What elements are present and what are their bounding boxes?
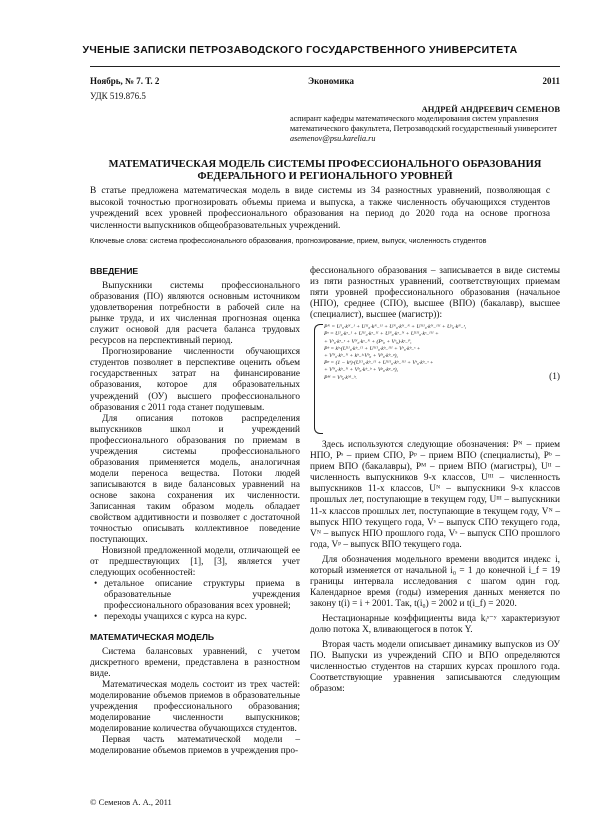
equation-system	[310, 324, 560, 434]
header-rule	[90, 66, 560, 67]
section-heading-model: МАТЕМАТИЧЕСКАЯ МОДЕЛЬ	[90, 631, 215, 642]
issue: Ноябрь, № 7. Т. 2	[90, 76, 160, 86]
section-heading-intro: ВВЕДЕНИЕ	[90, 266, 139, 276]
equation-line: Pˢ = Uᴵ₀·kˢ₋ᴵ + Uᴵᴵ₀·kˢ₋ᴵᴵ + Uᴺ₀·kˢ₋ᴺ + Uᴵᴵᴵ₀·kˢ₋ᴵᴵᴵ +	[324, 331, 439, 338]
paragraph: Первая часть математической модели – моделирование объемов приемов в учреждения про-	[90, 734, 300, 756]
equation-line: + Vᴺ₀·kᵇ₋ᴺ + Vᵇ₀·kᵇ₋ᵇ + Vᵖ₀·kᵖ₋ᵖ),	[324, 367, 399, 374]
paragraph: Система балансовых уравнений, с учетом дискретного времени, представлена в разностном виде.	[90, 646, 300, 679]
paragraph: Прогнозирование численности обучающихся студентов позволяет в перспективе оценить объем государственных затрат на финансирование образования, которое для образовательных учреждений (ОУ) высшего профессионального образования с 2011 года станет подушевым.	[90, 347, 300, 413]
title-line: ФЕДЕРАЛЬНОГО И РЕГИОНАЛЬНОГО УРОВНЕЙ	[197, 171, 453, 182]
paragraph: Выпускники системы профессионального образования (ПО) являются основным источником удовлетворения потребности в рабочей силе на рынке труда, и их численная прогнозная оценка служит основой для расчета баланса трудовых ресурсов на перспективный период.	[90, 281, 300, 347]
equation-line: Pᴺ = Uᴵ₀·kᴺ₋ᴵ + Uᴵᴵ₀·kᴺ₋ᴵᴵ + Uᴺ₀·kᴺ₋ᴺ + Uᴵᴵᴵ₀·kᴺ₋ᴵᴵᴵ + Uˢ₀·kᴺ₋ˢ,	[324, 324, 467, 331]
equation-line: Pᴹ = Vᵇ₀·kᴹ₋ᵇ.	[324, 374, 357, 381]
paragraph: Вторая часть модели описывает динамику выпусков из ОУ ПО. Выпуски из учреждений СПО и ВПО определяются численностью студентов на старших курсах прошлого года. Соответствующие уравнения записываются следующим образом:	[310, 640, 560, 695]
author-email[interactable]: asemenov@psu.karelia.ru	[290, 134, 376, 143]
year: 2011	[542, 76, 560, 86]
equation-line: + Vᴺ₀·kᵇ₋ᴺ + kᵇ₋ᵇ·Vᵇ₀ + Vᵇ₀·kᵇ₋ᵖ),	[324, 353, 398, 360]
paragraph: фессионального образования – записывается в виде системы из пяти разностных уравнений, соответствующих приемам пяти уровней профессионального образования (начальное (НПО), среднее (СПО), высшее (ВПО) (бакалавр), высшее (специалист), высшее (магистр)):	[310, 266, 560, 321]
equation-number: (1)	[549, 372, 560, 383]
author-name: АНДРЕЙ АНДРЕЕВИЧ СЕМЕНОВ	[421, 104, 560, 114]
udk: УДК 519.876.5	[90, 91, 146, 101]
equation-line: Pᵇ = kᵇ·(Uᴵᴵ₀·kᵇ₋ᴵᴵ + Uᴵᴵᴵ₀·kᵇ₋ᴵᴵᴵ + Vˢ₀·kᵇ₋ˢ +	[324, 345, 421, 352]
paragraph: Здесь используются следующие обозначения: Pᴺ – прием НПО, Pˢ – прием СПО, Pᵖ – прием ВПО (специалисты), Pᵇ – прием ВПО (бакалавры), Pᴹ – прием ВПО (магистры), Uᴵᴵ – численность выпускников 9-х классов, Uᴵᴵᴵ – численность выпускников 11-х классов, Uᴺ – выпускники 9-х классов прошлых лет, поступающие в текущем году, Uᴵᴵᴵ – выпускники 11-х классов прошлых лет, поступающие в текущем году, Vᴺ – выпуск НПО текущего года, Vˢ – выпуск СПО текущего года, Vᴺ – выпуск НПО прошлого года, Vˢ – выпуск СПО прошлого года, Vᵖ – выпуск ВПО текущего года.	[310, 440, 560, 550]
list-item: • детальное описание структуры приема в образовательные учреждения профессионального образования всех уровней;	[104, 579, 300, 612]
paragraph: Математическая модель состоит из трех частей: моделирование объемов приемов в образовательные учреждения профессионального образования; моделирование численности выпускников; моделирование количества обучающихся студентов.	[90, 679, 300, 734]
list-item: • переходы учащихся с курса на курс.	[104, 612, 300, 623]
paragraph: Для описания потоков распределения выпускников школ и учреждений профессионального образования по приемам в учреждения системы профессионального образования применяется модель, аналогичная модели переноса вещества. Потоки людей записываются в виде балансовых уравнений на основе закона сохранения их численности. Записанная таким образом модель обладает свойством аддитивности и позволяет с достаточной точностью описывать коллективное поведение поступающих.	[90, 413, 300, 546]
journal-title: УЧЕНЫЕ ЗАПИСКИ ПЕТРОЗАВОДСКОГО ГОСУДАРСТВЕННОГО УНИВЕРСИТЕТА	[82, 44, 518, 56]
equation-brace	[314, 324, 323, 434]
author-affiliation: аспирант кафедры математического моделирования систем управления математического факультета, Петрозаводский государственный университет	[290, 114, 558, 133]
keywords: Ключевые слова: система профессионального образования, прогнозирование, прием, выпуск, численность студентов	[90, 236, 487, 245]
abstract: В статье предложена математическая модель в виде системы из 34 разностных уравнений, позволяющая с высокой точностью прогнозировать объемы приема и выпуска, а также численность обучающихся студентов учреждений всех уровней профессионального образования на период до 2020 года на основе прогноза численности выпускников общеобразовательных учреждений.	[90, 186, 550, 231]
equation-line: + Vˢ₀·kˢ₋ˢ + Vᴺ₀·kˢ₋ᴺ + (Pˢ₀ + Vˢ₀)·kˢ₋ᴾ,	[324, 338, 412, 345]
article-title	[90, 159, 560, 183]
paragraph: Для обозначения модельного времени вводится индекс i, который изменяется от начальной i₀ = 1 до конечной i_f = 19 границы интервала исследования с шагом один год. Календарное время (годы) измерения данных меняется по закону t(i) = i + 2001. Так, t(i₀) = 2002 и t(i_f) = 2020.	[310, 554, 560, 609]
section: Экономика	[308, 76, 355, 86]
left-column	[90, 266, 300, 757]
author-block	[290, 104, 560, 144]
right-column	[310, 266, 560, 695]
copyright: © Семенов А. А., 2011	[90, 797, 172, 807]
title-line: МАТЕМАТИЧЕСКАЯ МОДЕЛЬ СИСТЕМЫ ПРОФЕССИОНАЛЬНОГО ОБРАЗОВАНИЯ	[108, 159, 542, 170]
equation-line: Pᵖ = (1 − kᵇ)·(Uᴵᴵ₀·kᵇ₋ᴵᴵ + Uᴵᴵᴵ₀·kᵇ₋ᴵᴵᴵ + Vˢ₀·kᵇ₋ˢ +	[324, 360, 434, 367]
feature-list	[90, 579, 300, 623]
equation-lines	[324, 324, 529, 382]
paragraph: Новизной предложенной модели, отличающей ее от предшествующих [1], [3], является учет следующих особенностей:	[90, 546, 300, 579]
paragraph: Нестационарные коэффициенты вида kᵢˢ⁻ʸ характеризуют долю потока X, вливающегося в поток Y.	[310, 613, 560, 635]
